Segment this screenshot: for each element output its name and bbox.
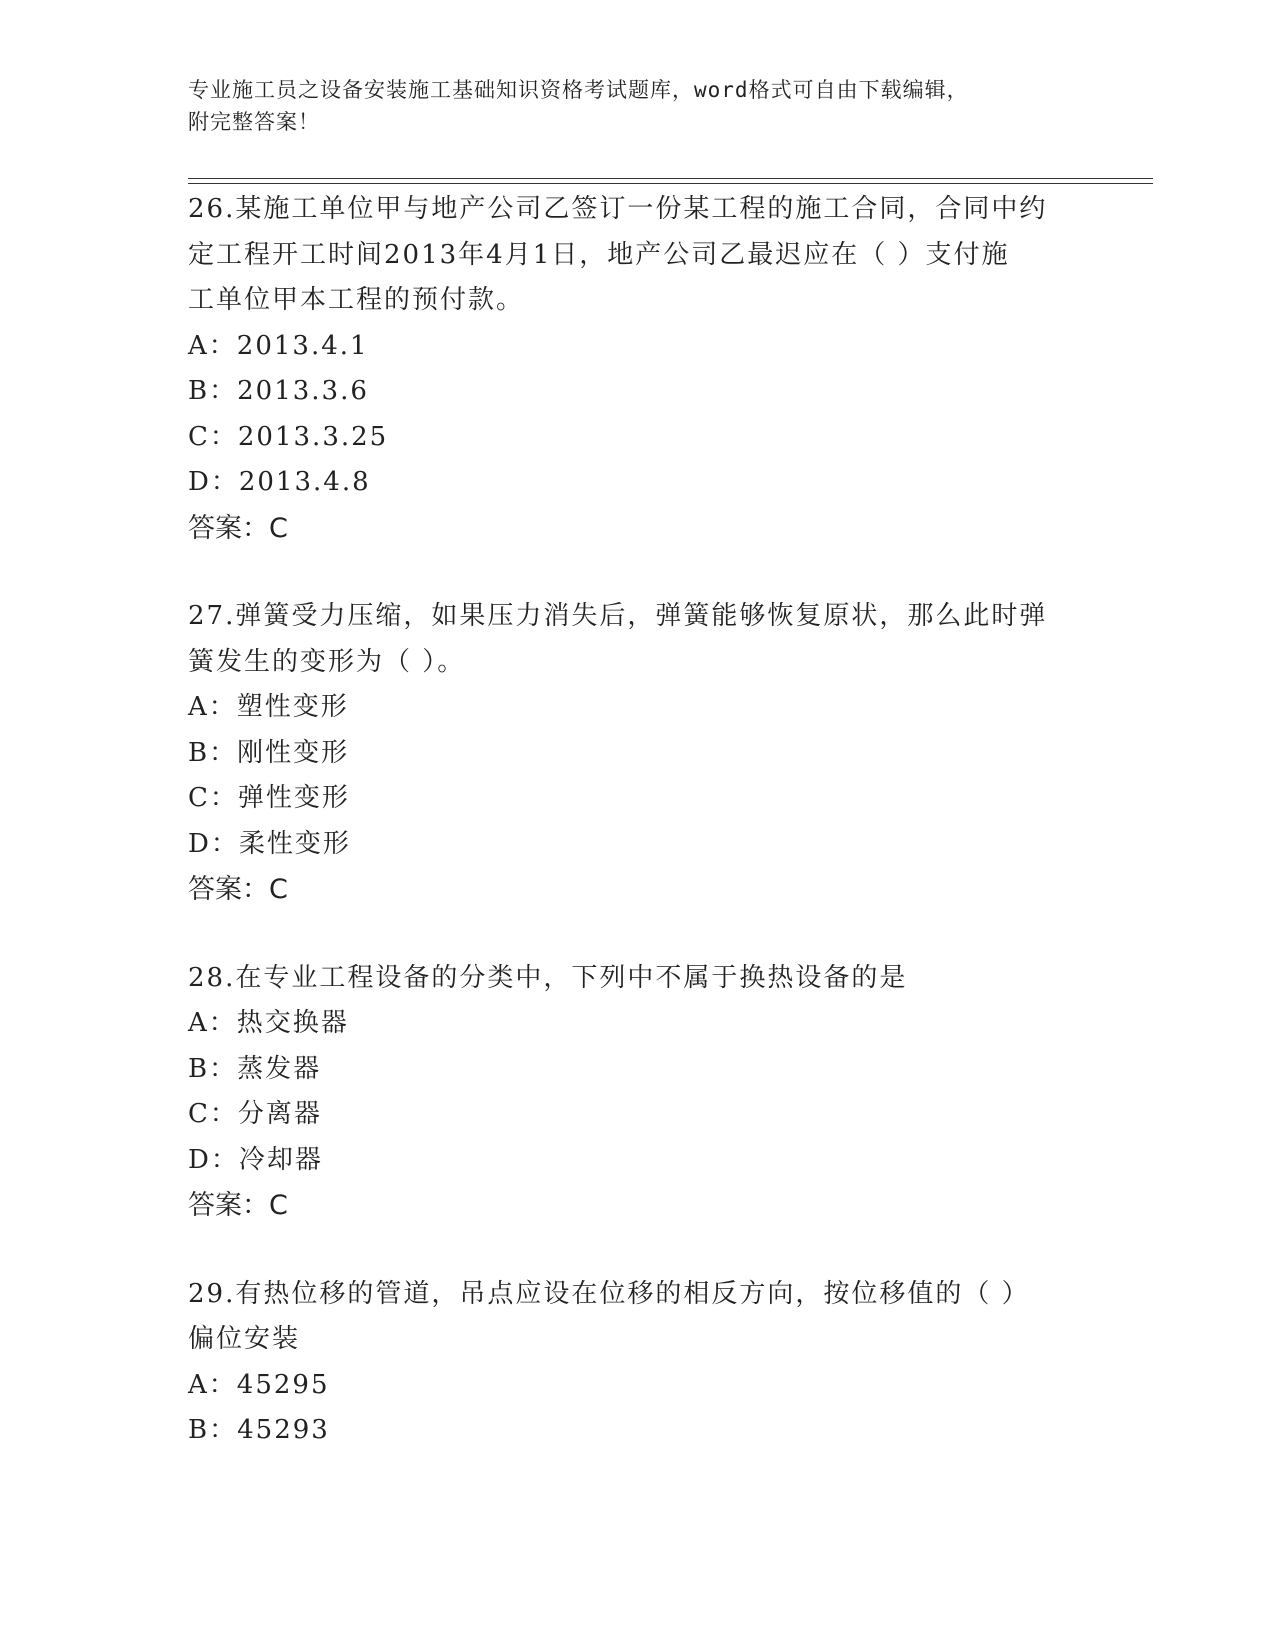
answer-line: 答案：C: [188, 874, 288, 905]
option-b: B：刚性变形: [188, 737, 350, 768]
stem-line: 工单位甲本工程的预付款。: [188, 285, 525, 315]
question-stem: [188, 187, 1088, 324]
answer-line: 答案：C: [188, 512, 288, 544]
option-c: C：2013.3.25: [188, 421, 389, 452]
header-line-1: 专业施工员之设备安装施工基础知识资格考试题库，word格式可自由下载编辑，: [188, 78, 969, 102]
option-b: B：蒸发器: [188, 1053, 322, 1084]
header-divider-bottom: [188, 183, 1153, 184]
stem-line: 定工程开工时间2013年4月1日，地产公司乙最迟应在（ ）支付施: [188, 239, 1010, 270]
stem-line: 偏位安装: [188, 1324, 301, 1354]
option-d: D：2013.4.8: [188, 467, 371, 497]
question-28: [188, 956, 1088, 1229]
option-a: A：塑性变形: [188, 692, 349, 722]
option-a: A：热交换器: [188, 1008, 349, 1038]
question-29: [188, 1272, 1088, 1454]
answer-line: 答案：C: [188, 1190, 288, 1221]
option-c: C：分离器: [188, 1099, 322, 1129]
stem-line: 27.弹簧受力压缩，如果压力消失后，弹簧能够恢复原状，那么此时弹: [188, 601, 1048, 631]
stem-line: 26.某施工单位甲与地产公司乙签订一份某工程的施工合同，合同中约: [188, 194, 1048, 224]
stem-line: 28.在专业工程设备的分类中，下列中不属于换热设备的是: [188, 962, 908, 993]
stem-line: 29.有热位移的管道，吊点应设在位移的相反方向，按位移值的（ ）: [188, 1278, 1030, 1309]
question-stem: [188, 1272, 1088, 1363]
option-d: D：冷却器: [188, 1144, 323, 1175]
question-stem: [188, 594, 1088, 685]
option-d: D：柔性变形: [188, 828, 351, 859]
option-a: A：45295: [188, 1369, 330, 1400]
option-b: B：2013.3.6: [188, 376, 369, 406]
question-26: [188, 187, 1088, 551]
question-list: [188, 187, 1088, 1454]
header-line-2: 附完整答案！: [188, 110, 320, 134]
option-a: A：2013.4.1: [188, 330, 369, 361]
option-c: C：弹性变形: [188, 783, 350, 813]
question-spacer: [188, 1229, 1088, 1272]
question-27: [188, 594, 1088, 913]
question-stem: [188, 956, 1088, 1002]
header-divider-top: [188, 178, 1153, 179]
stem-line: 簧发生的变形为（ ）。: [188, 646, 466, 677]
document-header: [188, 74, 1088, 138]
option-b: B：45293: [188, 1415, 330, 1445]
question-spacer: [188, 551, 1088, 594]
question-spacer: [188, 913, 1088, 956]
